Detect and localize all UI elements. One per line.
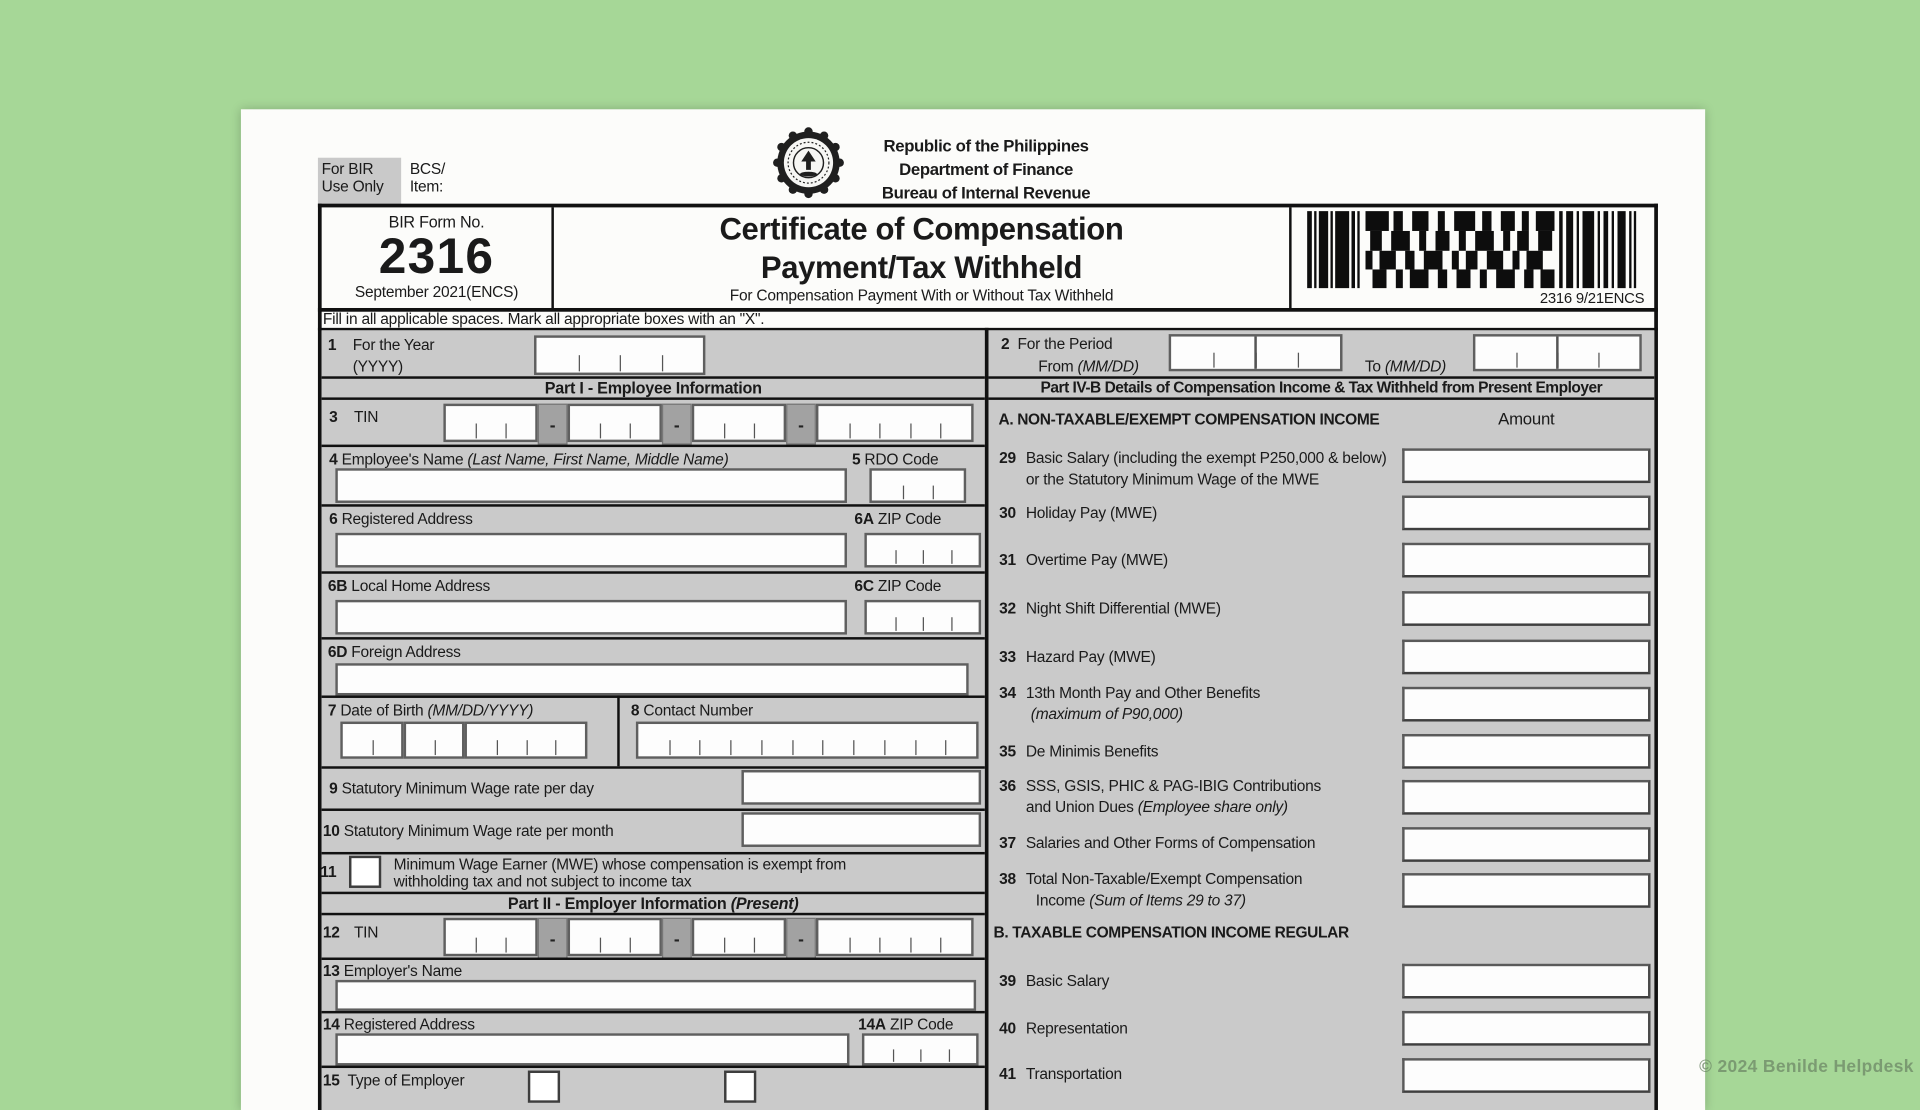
digit-divider-tick	[476, 937, 477, 952]
item10-number: 10	[322, 822, 340, 840]
item4-label	[329, 451, 728, 468]
part2-header	[322, 894, 985, 913]
item34-number: 34	[999, 684, 1016, 702]
divider	[322, 445, 985, 447]
item34-line2: (maximum of P90,000)	[1030, 705, 1183, 723]
item13-number: 13	[322, 962, 340, 980]
period-from-input[interactable]	[1169, 334, 1343, 371]
dob-year-input[interactable]	[464, 722, 587, 759]
tin-input-group4[interactable]	[816, 404, 974, 442]
to-format: (MM/DD)	[1384, 357, 1447, 376]
item9-label	[329, 780, 594, 797]
bir-form-2316-document	[241, 109, 1705, 1110]
form-subtitle: For Compensation Payment With or Without Tax Withheld	[729, 286, 1114, 305]
amount-30-input[interactable]	[1402, 496, 1650, 531]
form-number: 2316	[378, 229, 495, 285]
item41-line1: Transportation	[1025, 1065, 1122, 1083]
digit-divider-tick	[1213, 353, 1214, 368]
tin-separator	[538, 404, 568, 445]
divider	[322, 958, 985, 960]
digit-divider-tick	[700, 741, 701, 756]
amount-column-header: Amount	[1498, 409, 1555, 429]
part4b-header: Part IV-B Details of Compensation Income & Tax Withheld from Present Employer	[1040, 378, 1603, 397]
min-wage-day-input[interactable]	[741, 770, 981, 805]
form-no-label: BIR Form No.	[388, 212, 485, 231]
item6b-number: 6B	[327, 577, 348, 595]
item7-format: (MM/DD/YYYY)	[427, 701, 534, 720]
item6d-label	[328, 643, 461, 660]
dash: -	[798, 928, 804, 949]
item29-number: 29	[999, 449, 1016, 467]
item6-text: Registered Address	[341, 510, 473, 528]
zip-code-6c-input[interactable]	[864, 600, 981, 635]
item11-line1: Minimum Wage Earner (MWE) whose compensation is exempt from	[393, 855, 847, 874]
item31-line1: Overtime Pay (MWE)	[1025, 551, 1168, 569]
amount-36-input[interactable]	[1402, 780, 1650, 815]
item12-label: TIN	[353, 923, 379, 942]
item5-number: 5	[851, 450, 861, 469]
tin-separator	[662, 404, 692, 445]
digit-divider-tick	[1256, 353, 1257, 368]
watermark: © 2024 Benilde Helpdesk	[1699, 1055, 1914, 1076]
tin-input-group3[interactable]	[692, 404, 786, 442]
item37-number: 37	[999, 834, 1016, 852]
digit-divider-tick	[823, 741, 824, 756]
divider	[322, 637, 985, 639]
item33-number: 33	[999, 648, 1016, 666]
item1-number: 1	[327, 336, 337, 354]
part2-title: Part II - Employer Information	[507, 894, 727, 913]
dash: -	[549, 928, 556, 949]
item37-line1: Salaries and Other Forms of Compensation	[1025, 834, 1316, 852]
divider	[322, 766, 985, 768]
item8-number: 8	[630, 701, 640, 720]
item38-number: 38	[999, 870, 1016, 888]
amount-29-input[interactable]	[1402, 448, 1650, 483]
item6a-text: ZIP Code	[877, 510, 942, 528]
item2-number: 2	[1000, 335, 1010, 353]
item35-line1: De Minimis Benefits	[1025, 742, 1159, 761]
item9-number: 9	[329, 779, 338, 798]
digit-divider-tick	[505, 423, 506, 438]
employer-tin-group4[interactable]	[816, 918, 974, 956]
item6d-text: Foreign Address	[351, 643, 461, 661]
item6a-number: 6A	[854, 510, 874, 528]
item38-line2	[1036, 892, 1246, 909]
zip-code-6a-input[interactable]	[864, 533, 981, 568]
amount-35-input[interactable]	[1402, 734, 1650, 769]
item6d-number: 6D	[327, 643, 348, 661]
digit-divider-tick	[372, 741, 373, 756]
amount-38-input[interactable]	[1402, 873, 1650, 908]
divider	[322, 571, 985, 573]
employer-type-checkbox-2[interactable]	[724, 1071, 756, 1103]
digit-divider-tick	[724, 937, 725, 952]
digit-divider-tick	[730, 741, 731, 756]
item10-label	[323, 822, 614, 839]
divider	[989, 397, 1655, 399]
bcs-item-label	[410, 160, 445, 195]
digit-divider-tick	[895, 617, 896, 630]
item40-line1: Representation	[1025, 1019, 1128, 1037]
item3-label: TIN	[353, 408, 379, 426]
item30-line1: Holiday Pay (MWE)	[1025, 504, 1158, 522]
section-a-header: A. NON-TAXABLE/EXEMPT COMPENSATION INCOME	[998, 411, 1380, 429]
tin-separator	[786, 404, 816, 445]
digit-divider-tick	[578, 356, 579, 372]
department-line: Department of Finance	[899, 160, 1073, 179]
amount-31-input[interactable]	[1402, 543, 1650, 578]
item5-text: RDO Code	[864, 450, 939, 469]
amount-37-input[interactable]	[1402, 827, 1650, 862]
item32-line1: Night Shift Differential (MWE)	[1025, 599, 1221, 618]
digit-divider-tick	[853, 741, 854, 756]
form-title-line1: Certificate of Compensation	[719, 212, 1124, 248]
government-header	[825, 134, 1148, 205]
tin-input-group1[interactable]	[443, 404, 537, 442]
digit-divider-tick	[884, 741, 885, 756]
item4-text: Employee's Name	[341, 450, 464, 469]
item1-label: For the Year	[352, 336, 435, 354]
zip-code-14a-input[interactable]	[862, 1033, 979, 1065]
item38-line1: Total Non-Taxable/Exempt Compensation	[1025, 870, 1303, 888]
item6-label	[329, 510, 472, 527]
digit-divider-tick	[915, 741, 916, 756]
item11-line2: withholding tax and not subject to income tax	[393, 873, 692, 891]
item34-line1: 13th Month Pay and Other Benefits	[1025, 684, 1261, 702]
item2-label	[1001, 335, 1112, 352]
item12-number: 12	[322, 923, 340, 942]
item4-number: 4	[329, 450, 338, 469]
min-wage-month-input[interactable]	[741, 812, 981, 847]
employer-tin-group2[interactable]	[568, 918, 662, 956]
dash: -	[673, 414, 680, 435]
divider	[322, 852, 985, 854]
from-format: (MM/DD)	[1077, 357, 1139, 376]
item7-number: 7	[327, 701, 337, 720]
period-to-label	[1365, 358, 1446, 375]
registered-address-input[interactable]	[335, 533, 847, 568]
form-version: September 2021(ENCS)	[354, 283, 519, 301]
divider	[322, 504, 985, 506]
employer-name-input[interactable]	[335, 980, 976, 1011]
employer-tin-group1[interactable]	[443, 918, 537, 956]
employer-type-checkbox-1[interactable]	[528, 1071, 560, 1103]
item39-number: 39	[999, 972, 1016, 990]
divider	[322, 808, 985, 810]
item1-format: (YYYY)	[352, 357, 403, 376]
item38-line2-italic: (Sum of Items 29 to 37)	[1089, 891, 1246, 910]
foreign-address-input[interactable]	[335, 663, 968, 695]
employer-address-input[interactable]	[335, 1033, 849, 1065]
digit-divider-tick	[526, 741, 527, 756]
amount-32-input[interactable]	[1402, 591, 1650, 626]
dash: -	[673, 928, 680, 949]
digit-divider-tick	[923, 550, 924, 563]
digit-divider-tick	[951, 550, 952, 563]
item33-line1: Hazard Pay (MWE)	[1025, 648, 1156, 666]
bcs-line2: Item:	[409, 177, 444, 195]
amount-41-input[interactable]	[1402, 1058, 1650, 1093]
digit-divider-tick	[600, 423, 601, 438]
item14-label	[323, 1016, 475, 1033]
dash: -	[549, 414, 556, 435]
item15-text: Type of Employer	[347, 1071, 465, 1090]
digit-divider-tick	[792, 741, 793, 756]
digit-divider-tick	[920, 1050, 921, 1062]
digit-divider-tick	[761, 741, 762, 756]
item13-label	[323, 962, 462, 979]
item14-number: 14	[322, 1015, 340, 1034]
digit-divider-tick	[1298, 353, 1299, 368]
bcs-line1: BCS/	[409, 160, 446, 178]
digit-divider-tick	[910, 423, 911, 438]
contact-number-input[interactable]	[636, 722, 979, 759]
item36-line2	[1026, 799, 1288, 816]
divider	[322, 1011, 985, 1013]
barcode-cell	[1292, 207, 1655, 308]
item36-line2-text: and Union Dues	[1025, 798, 1138, 816]
tin-separator	[538, 918, 568, 959]
for-bir-use-only-box	[318, 158, 401, 205]
digit-divider-tick	[902, 486, 903, 499]
item6c-number: 6C	[854, 577, 874, 595]
item4-format: (Last Name, First Name, Middle Name)	[467, 450, 729, 469]
digit-divider-tick	[948, 1050, 949, 1062]
item38-line2-text: Income	[1035, 891, 1090, 910]
for-bir-line2: Use Only	[321, 177, 384, 195]
period-to-input[interactable]	[1473, 334, 1642, 371]
item9-text: Statutory Minimum Wage rate per day	[341, 779, 594, 798]
employee-name-input[interactable]	[335, 468, 847, 503]
digit-divider-tick	[600, 937, 601, 952]
item15-number: 15	[322, 1071, 340, 1090]
part1-header: Part I - Employee Information	[544, 378, 762, 398]
part2-present: (Present)	[730, 894, 799, 913]
item8-label	[631, 702, 753, 719]
item6b-label	[328, 577, 490, 594]
from-text: From	[1038, 357, 1074, 376]
item7-label	[328, 702, 533, 719]
divider	[1654, 204, 1658, 1110]
digit-divider-tick	[476, 423, 477, 438]
digit-divider-tick	[880, 423, 881, 438]
divider	[322, 1066, 985, 1068]
item14a-text: ZIP Code	[889, 1015, 954, 1034]
form-title-cell	[554, 207, 1289, 308]
dob-day-input[interactable]	[404, 722, 465, 759]
item6c-label	[854, 577, 941, 594]
amount-34-input[interactable]	[1402, 687, 1650, 722]
divider	[617, 695, 619, 766]
digit-divider-tick	[555, 741, 556, 756]
bureau-line: Bureau of Internal Revenue	[881, 183, 1091, 203]
rdo-code-input[interactable]	[869, 468, 966, 503]
item29-line2: or the Statutory Minimum Wage of the MWE	[1025, 470, 1319, 489]
digit-divider-tick	[724, 423, 725, 438]
tin-input-group2[interactable]	[568, 404, 662, 442]
digit-divider-tick	[849, 937, 850, 952]
for-bir-line1: For BIR	[321, 160, 374, 178]
digit-divider-tick	[505, 937, 506, 952]
item5-label	[852, 451, 938, 468]
item35-number: 35	[999, 742, 1016, 761]
year-input[interactable]	[534, 335, 705, 375]
item6c-text: ZIP Code	[877, 577, 942, 595]
digit-divider-tick	[941, 423, 942, 438]
item36-number: 36	[999, 777, 1016, 795]
item40-number: 40	[999, 1019, 1016, 1037]
dob-month-input[interactable]	[340, 722, 403, 759]
digit-divider-tick	[1516, 353, 1517, 368]
section-b-header: B. TAXABLE COMPENSATION INCOME REGULAR	[993, 923, 1349, 942]
form-title-line2: Payment/Tax Withheld	[760, 250, 1083, 286]
tin-separator	[662, 918, 692, 959]
digit-divider-tick	[945, 741, 946, 756]
digit-divider-tick	[630, 423, 631, 438]
digit-divider-tick	[661, 356, 662, 372]
mwe-checkbox[interactable]	[349, 856, 381, 888]
barcode-label: 2316 9/21ENCS	[1539, 289, 1645, 307]
item39-line1: Basic Salary	[1025, 972, 1110, 990]
digit-divider-tick	[620, 356, 621, 372]
item2-text: For the Period	[1017, 335, 1113, 353]
digit-divider-tick	[849, 423, 850, 438]
period-from-label	[1038, 358, 1139, 375]
barcode	[1297, 211, 1647, 288]
digit-divider-tick	[630, 937, 631, 952]
digit-divider-tick	[923, 617, 924, 630]
item41-number: 41	[999, 1065, 1016, 1083]
item29-line1: Basic Salary (including the exempt P250,000 & below)	[1025, 449, 1387, 467]
digit-divider-tick	[754, 423, 755, 438]
digit-divider-tick	[895, 550, 896, 563]
item14a-label	[858, 1016, 953, 1033]
digit-divider-tick	[951, 617, 952, 630]
item36-line1: SSS, GSIS, PHIC & PAG-IBIG Contributions	[1025, 777, 1322, 795]
digit-divider-tick	[880, 937, 881, 952]
digit-divider-tick	[1598, 353, 1599, 368]
item11-number: 11	[320, 863, 337, 881]
item32-number: 32	[999, 599, 1016, 618]
item3-number: 3	[329, 408, 338, 426]
form-instructions: Fill in all applicable spaces. Mark all appropriate boxes with an "X".	[322, 310, 765, 328]
amount-33-input[interactable]	[1402, 640, 1650, 675]
digit-divider-tick	[669, 741, 670, 756]
item7-text: Date of Birth	[340, 701, 424, 720]
item13-text: Employer's Name	[343, 962, 463, 980]
divider	[322, 913, 985, 915]
digit-divider-tick	[754, 937, 755, 952]
digit-divider-tick	[910, 937, 911, 952]
item8-text: Contact Number	[643, 701, 753, 720]
item36-line2-italic: (Employee share only)	[1137, 798, 1288, 816]
digit-divider-tick	[933, 486, 934, 499]
item6b-text: Local Home Address	[351, 577, 491, 595]
employer-tin-group3[interactable]	[692, 918, 786, 956]
item14a-number: 14A	[858, 1015, 886, 1034]
digit-divider-tick	[1557, 353, 1558, 368]
digit-divider-tick	[434, 741, 435, 756]
digit-divider-tick	[941, 937, 942, 952]
divider	[322, 695, 985, 697]
digit-divider-tick	[892, 1050, 893, 1062]
item31-number: 31	[999, 551, 1016, 569]
item10-text: Statutory Minimum Wage rate per month	[343, 822, 614, 840]
local-home-address-input[interactable]	[335, 600, 847, 635]
amount-39-input[interactable]	[1402, 964, 1650, 999]
item6-number: 6	[329, 510, 338, 528]
divider	[322, 397, 985, 399]
item30-number: 30	[999, 504, 1016, 522]
form-number-cell	[322, 207, 552, 308]
item14-text: Registered Address	[343, 1015, 475, 1034]
dash: -	[798, 414, 804, 435]
amount-40-input[interactable]	[1402, 1011, 1650, 1046]
tin-separator	[786, 918, 816, 959]
republic-line: Republic of the Philippines	[883, 136, 1089, 156]
to-text: To	[1364, 357, 1381, 376]
item15-label	[323, 1072, 464, 1089]
digit-divider-tick	[496, 741, 497, 756]
item6a-label	[854, 510, 941, 527]
